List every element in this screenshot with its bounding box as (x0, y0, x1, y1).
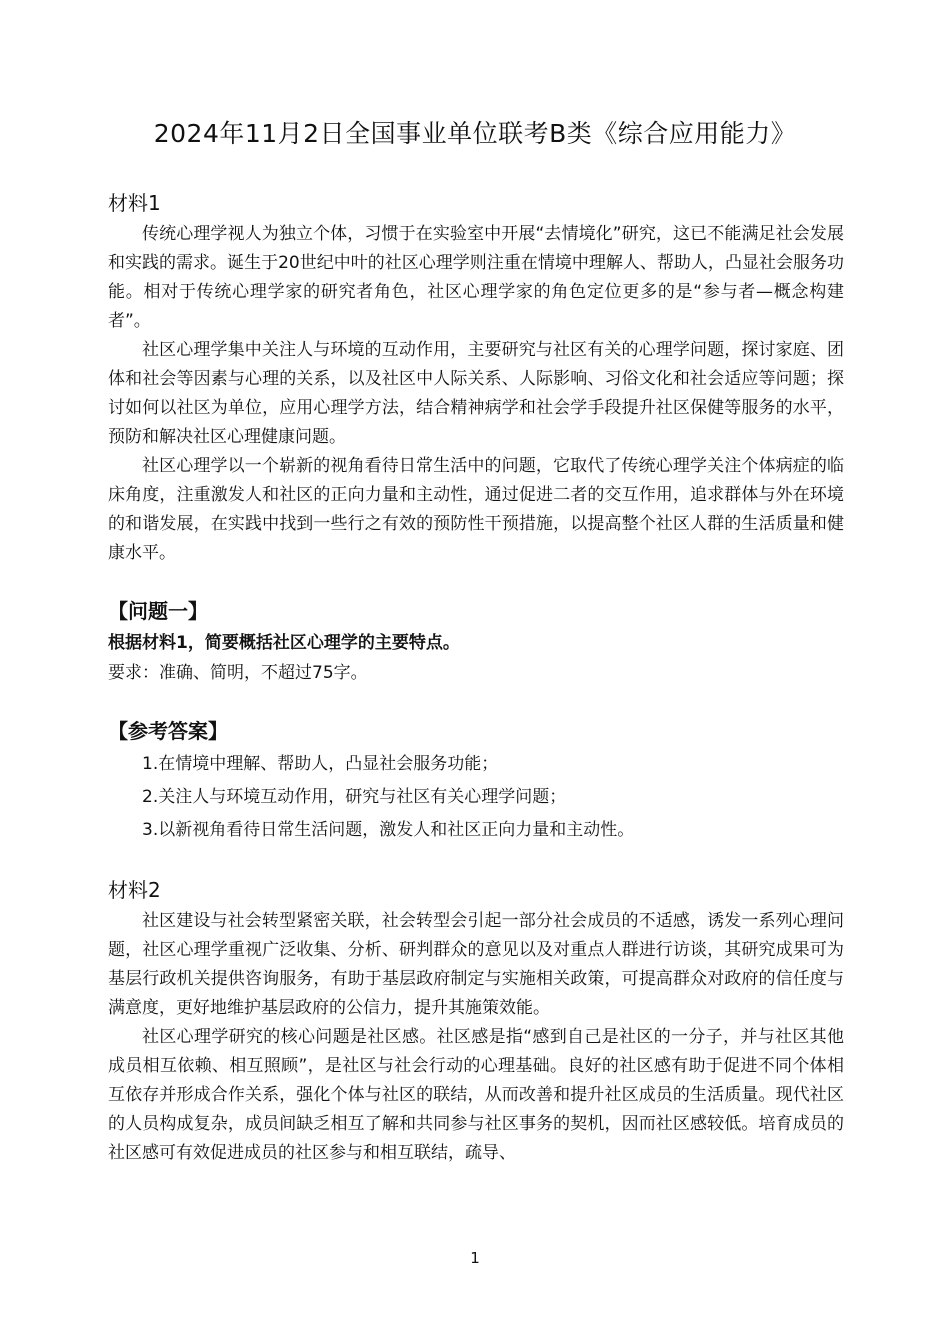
answer-item: 1.在情境中理解、帮助人，凸显社会服务功能； (142, 754, 499, 774)
material1-paragraph: 社区心理学以一个崭新的视角看待日常生活中的问题，它取代了传统心理学关注个体病症的临床角度，注重激发人和社区的正向力量和主动性，通过促进二者的交互作用，追求群体与外在环境的和谐发展，在实践中找到一些行之有效的预防性干预措施，以提高整个社区人群的生活质量和健康水平。 (108, 456, 844, 563)
document-body (108, 186, 844, 1168)
question1-prompt: 根据材料1，简要概括社区心理学的主要特点。 (108, 633, 460, 653)
question1-heading: 【问题一】 (108, 599, 208, 623)
document-title: 2024年11月2日全国事业单位联考B类《综合应用能力》 (153, 119, 797, 148)
material2-paragraph: 社区心理学研究的核心问题是社区感。社区感是指“感到自己是社区的一分子，并与社区其他成员相互依赖、相互照顾”，是社区与社会行动的心理基础。良好的社区感有助于促进不同个体相互依存并形成合作关系，强化个体与社区的联结，从而改善和提升社区成员的生活质量。现代社区的人员构成复杂，成员间缺乏相互了解和共同参与社区事务的契机，因而社区感较低。培育成员的社区感可有效促进成员的社区参与和相互联结，疏导、 (108, 1027, 844, 1163)
material1-paragraph: 社区心理学集中关注人与环境的互动作用，主要研究与社区有关的心理学问题，探讨家庭、团体和社会等因素与心理的关系，以及社区中人际关系、人际影响、习俗文化和社会适应等问题；探讨如何以社区为单位，应用心理学方法，结合精神病学和社会学手段提升社区保健等服务的水平，预防和解决社区心理健康问题。 (108, 340, 844, 447)
answer-heading: 【参考答案】 (108, 719, 228, 743)
material2-heading: 材料2 (108, 878, 161, 902)
material1-paragraph: 传统心理学视人为独立个体，习惯于在实验室中开展“去情境化”研究，这已不能满足社会发展和实践的需求。诞生于20世纪中叶的社区心理学则注重在情境中理解人、帮助人，凸显社会服务功能。相对于传统心理学家的研究者角色，社区心理学家的角色定位更多的是“参与者—概念构建者”。 (108, 224, 844, 331)
answer-item: 3.以新视角看待日常生活问题，激发人和社区正向力量和主动性。 (142, 820, 635, 840)
page-number: 1 (470, 1249, 480, 1267)
question1-requirement: 要求：准确、简明，不超过75字。 (108, 663, 368, 683)
material1-heading: 材料1 (108, 191, 161, 215)
material2-paragraph: 社区建设与社会转型紧密关联，社会转型会引起一部分社会成员的不适感，诱发一系列心理问题，社区心理学重视广泛收集、分析、研判群众的意见以及对重点人群进行访谈，其研究成果可为基层行政机关提供咨询服务，有助于基层政府制定与实施相关政策，可提高群众对政府的信任度与满意度，更好地维护基层政府的公信力，提升其施策效能。 (108, 911, 844, 1018)
answer-item: 2.关注人与环境互动作用，研究与社区有关心理学问题； (142, 787, 567, 807)
